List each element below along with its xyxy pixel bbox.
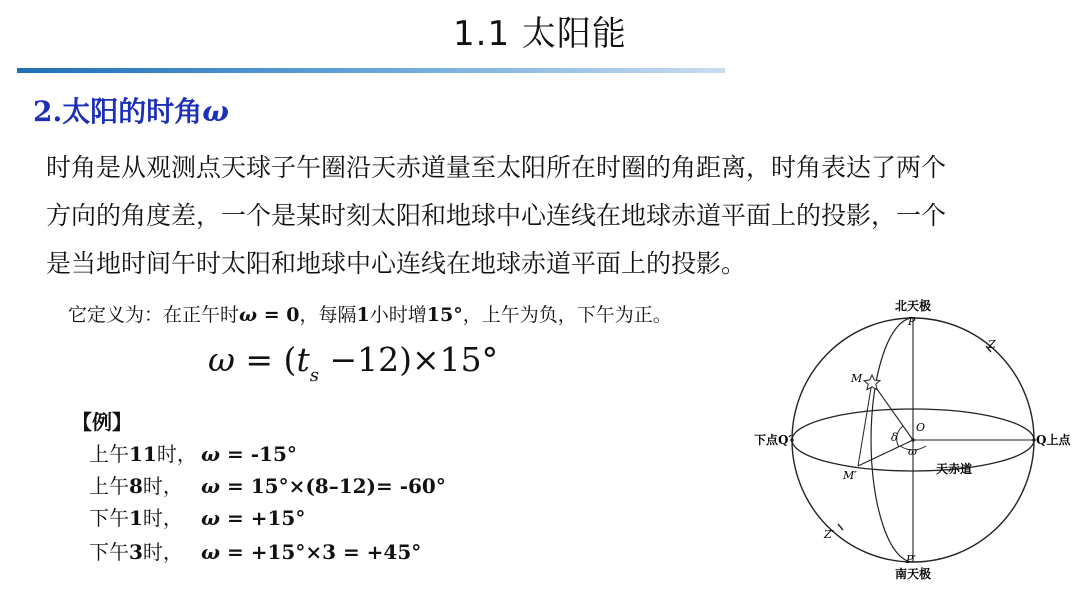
example-hour: 8 bbox=[129, 474, 143, 498]
projection-radius bbox=[858, 440, 913, 466]
formula-t: t bbox=[296, 340, 310, 379]
example-prefix: 下午 bbox=[89, 540, 129, 564]
example-label: 【例】 bbox=[72, 410, 132, 434]
p-prime-label: P′ bbox=[906, 553, 916, 566]
example-value: = -15° bbox=[220, 442, 297, 466]
equator-label: 天赤道 bbox=[936, 462, 973, 476]
example-hour: 3 bbox=[129, 540, 143, 564]
paragraph-line: 是当地时间午时太阳和地球中心连线在地球赤道平面上的投影。 bbox=[46, 249, 747, 278]
heading-text: 太阳的时角 bbox=[62, 95, 203, 128]
heading-number: 2. bbox=[33, 95, 63, 128]
o-label: O bbox=[916, 421, 926, 434]
nadir-tick bbox=[838, 524, 843, 530]
example-row bbox=[89, 470, 446, 499]
omega-symbol: ω bbox=[201, 540, 221, 564]
example-prefix: 上午 bbox=[89, 474, 129, 498]
example-value: = +15° bbox=[220, 506, 306, 530]
declination-arc bbox=[858, 382, 872, 466]
heading-omega-symbol: ω bbox=[202, 95, 229, 128]
q-prime-label: 下点Q′ bbox=[754, 433, 792, 447]
example-unit: 时， bbox=[142, 540, 183, 564]
formula-rest: −12)×15° bbox=[318, 340, 499, 379]
example-row bbox=[89, 438, 297, 467]
formula-eq: = ( bbox=[234, 340, 297, 379]
definition-zero: = 0 bbox=[257, 304, 300, 326]
example-hour: 11 bbox=[129, 442, 157, 466]
example-unit: 时， bbox=[156, 442, 197, 466]
example-row bbox=[89, 502, 305, 531]
page-title: 1.1 太阳能 bbox=[453, 14, 627, 54]
omega-label: ω bbox=[908, 445, 917, 458]
example-value: = 15°×(8–12)= -60° bbox=[220, 474, 446, 498]
example-unit: 时， bbox=[142, 506, 183, 530]
m-label: M bbox=[851, 372, 863, 385]
delta-arc bbox=[897, 426, 903, 447]
z-label: Z bbox=[988, 338, 996, 351]
m-prime-label: M′ bbox=[843, 469, 857, 482]
definition-one: 1 bbox=[356, 304, 370, 326]
example-unit: 时， bbox=[142, 474, 183, 498]
center-point bbox=[911, 438, 915, 442]
paragraph-line: 时角是从观测点天球子午圈沿天赤道量至太阳所在时圈的角距离，时角表达了两个 bbox=[46, 153, 947, 182]
formula-omega: ω bbox=[208, 340, 235, 379]
example-value: = +15°×3 = +45° bbox=[220, 540, 422, 564]
q-label: Q上点 bbox=[1036, 433, 1071, 447]
omega-symbol: ω bbox=[239, 304, 258, 326]
north-pole-label: 北天极 bbox=[895, 299, 932, 313]
p-label: P bbox=[908, 315, 916, 328]
definition-mid: ，每隔 bbox=[299, 304, 357, 326]
celestial-sphere-diagram bbox=[745, 290, 1080, 590]
definition-fifteen: 15° bbox=[426, 304, 463, 326]
example-row bbox=[89, 536, 421, 565]
definition-paragraph bbox=[46, 144, 1046, 288]
hour-angle-definition bbox=[68, 300, 672, 327]
formula-subscript: s bbox=[309, 365, 319, 386]
definition-suffix: ，上午为负，下午为正。 bbox=[462, 304, 672, 326]
section-heading bbox=[33, 90, 229, 130]
z-prime-label: Z′ bbox=[824, 528, 835, 541]
example-prefix: 下午 bbox=[89, 506, 129, 530]
south-pole-label: 南天极 bbox=[895, 567, 932, 581]
omega-symbol: ω bbox=[201, 442, 221, 466]
hour-angle-formula bbox=[208, 340, 498, 386]
delta-label: δ bbox=[891, 431, 898, 444]
definition-hour-unit: 小时增 bbox=[369, 304, 427, 326]
title-underline bbox=[17, 68, 725, 73]
definition-prefix: 它定义为：在正午时 bbox=[68, 304, 240, 326]
example-hour: 1 bbox=[129, 506, 143, 530]
star-icon bbox=[864, 375, 880, 390]
example-prefix: 上午 bbox=[89, 442, 129, 466]
omega-symbol: ω bbox=[201, 474, 221, 498]
paragraph-line: 方向的角度差，一个是某时刻太阳和地球中心连线在地球赤道平面上的投影，一个 bbox=[46, 201, 947, 230]
omega-symbol: ω bbox=[201, 506, 221, 530]
